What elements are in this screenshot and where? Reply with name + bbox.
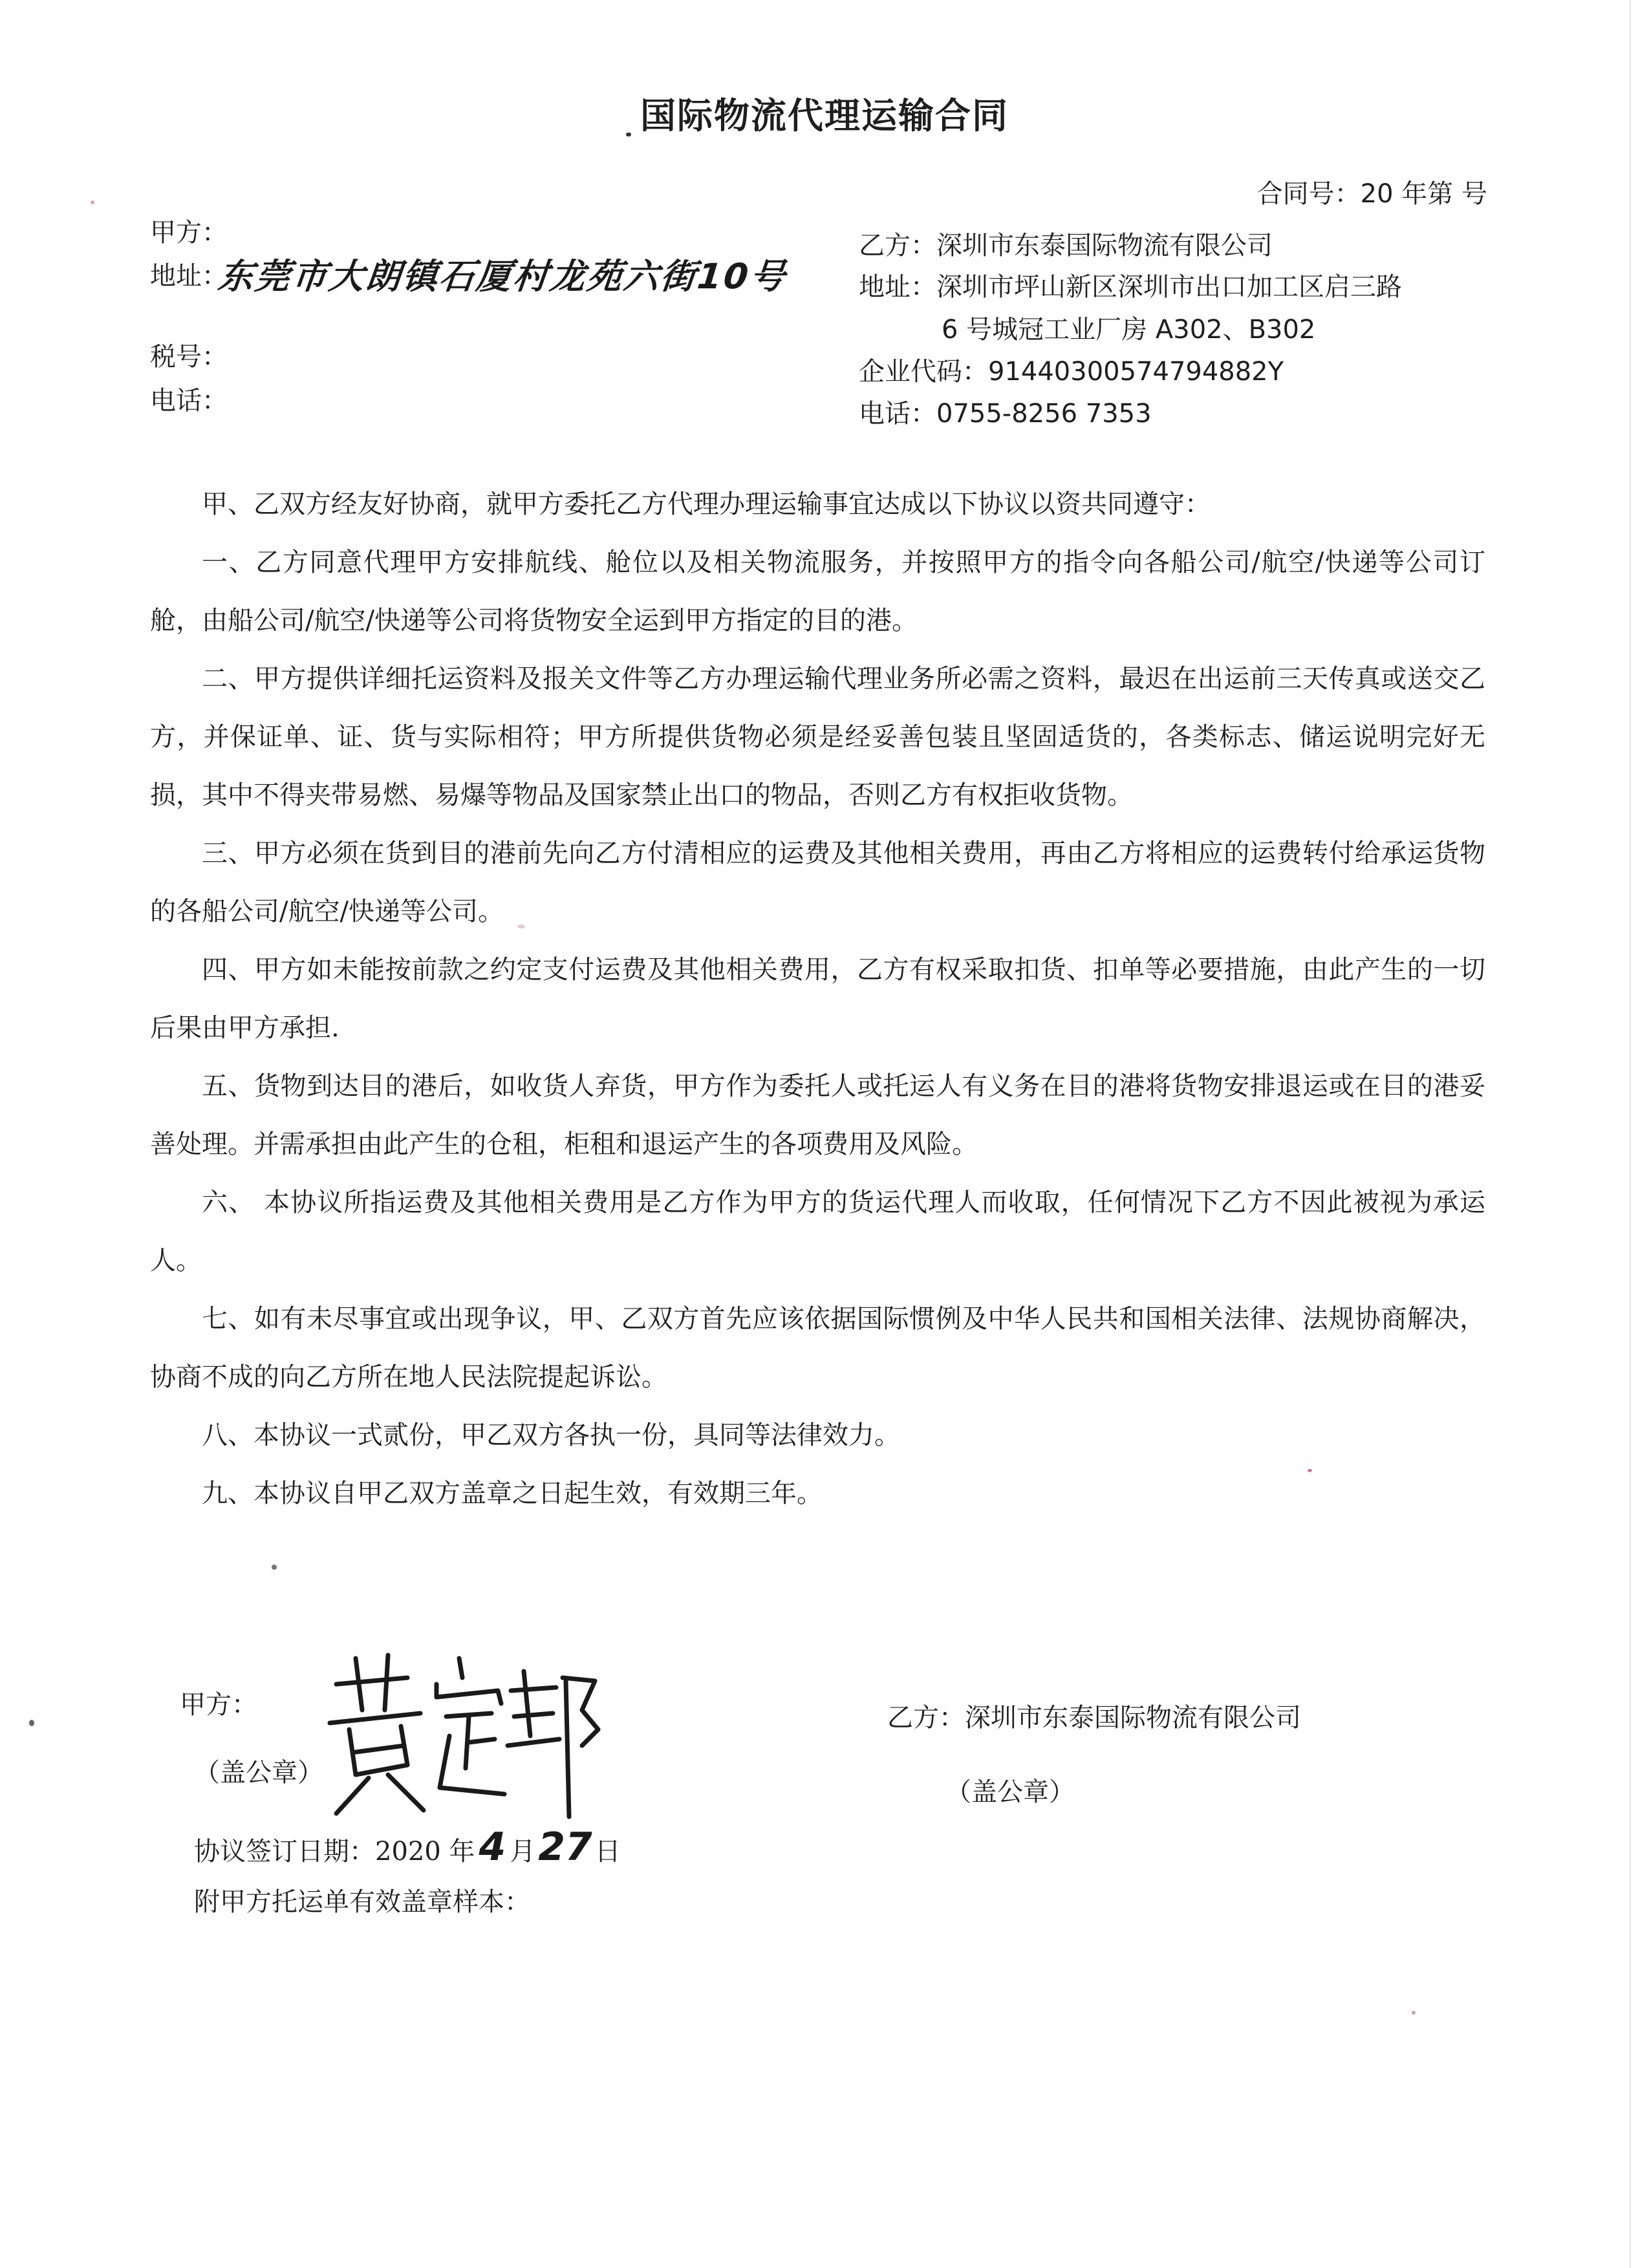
clause-3: 三、甲方必须在货到目的港前先向乙方付清相应的运费及其他相关费用，再由乙方将相应的运费转付给承运货物的各船公司/航空/快递等公司。 [150, 839, 1485, 926]
scan-speck [1412, 2011, 1416, 2015]
clause-4: 四、甲方如未能按前款之约定支付运费及其他相关费用，乙方有权采取扣货、扣单等必要措施，由此产生的一切后果由甲方承担. [150, 955, 1485, 1043]
party-b-enterprise-code: 企业代码：91440300574794882Y [859, 357, 1284, 387]
attachment-note: 附甲方托运单有效盖章样本： [194, 1887, 530, 1917]
party-a-address-label: 地址： [150, 261, 228, 291]
signing-date [194, 1824, 621, 1870]
clause-5: 五、货物到达目的港后，如收货人弃货，甲方作为委托人或托运人有义务在目的港将货物安排退运或在目的港妥善处理。并需承担由此产生的仓租，柜租和退运产生的各项费用及风险。 [150, 1071, 1485, 1159]
scan-speck [1308, 1469, 1312, 1472]
scan-speck [91, 200, 94, 204]
signing-date-month-unit: 月 [510, 1837, 536, 1867]
clause-9: 九、本协议自甲乙双方盖章之日起生效，有效期三年。 [202, 1479, 823, 1508]
party-b-phone: 电话：0755-8256 7353 [859, 399, 1152, 429]
intro-paragraph: 甲、乙双方经友好协商，就甲方委托乙方代理办理运输事宜达成以下协议以资共同遵守： [202, 489, 1211, 519]
party-b-address-line1: 地址：深圳市坪山新区深圳市出口加工区启三路 [859, 272, 1402, 302]
sign-party-a-label: 甲方： [180, 1690, 257, 1720]
scan-speck [272, 1565, 277, 1570]
party-b-address-line2: 6 号城冠工业厂房 A302、B302 [942, 315, 1316, 345]
signing-date-day: 27 [538, 1824, 592, 1870]
party-a-phone-label: 电话： [150, 386, 228, 416]
clause-8: 八、本协议一式贰份，甲乙双方各执一份，具同等法律效力。 [202, 1420, 900, 1450]
party-a-seal-note: （盖公章） [194, 1758, 323, 1788]
party-b-name: 乙方：深圳市东泰国际物流有限公司 [859, 231, 1273, 261]
party-b-seal-note: （盖公章） [945, 1777, 1075, 1807]
contract-body [150, 475, 1485, 1523]
scan-speck [517, 925, 525, 928]
signing-date-day-unit: 日 [594, 1837, 621, 1867]
party-a-address-handwritten: 东莞市大朗镇石厦村龙苑六街10号 [216, 256, 790, 297]
contract-number: 合同号：20 年第 号 [1256, 179, 1487, 209]
clause-6: 六、 本协议所指运费及其他相关费用是乙方作为甲方的货运代理人而收取，任何情况下乙方不因此被视为承运人。 [150, 1188, 1485, 1276]
clause-1: 一、乙方同意代理甲方安排航线、舱位以及相关物流服务，并按照甲方的指令向各船公司/航空/快递等公司订舱，由船公司/航空/快递等公司将货物安全运到甲方指定的目的港。 [150, 548, 1485, 636]
scan-speck [29, 1720, 34, 1726]
party-a-signature [310, 1632, 608, 1826]
clause-7: 七、如有未尽事宜或出现争议，甲、乙双方首先应该依据国际惯例及中华人民共和国相关法律、法规协商解决，协商不成的向乙方所在地人民法院提起诉讼。 [150, 1304, 1485, 1392]
sign-party-b-label: 乙方：深圳市东泰国际物流有限公司 [887, 1703, 1301, 1733]
signing-date-month: 4 [479, 1824, 506, 1870]
document-title: 国际物流代理运输合同 [640, 94, 1009, 136]
clause-2: 二、甲方提供详细托运资料及报关文件等乙方办理运输代理业务所必需之资料，最迟在出运前三天传真或送交乙方，并保证单、证、货与实际相符；甲方所提供货物必须是经妥善包装且坚固适货的，各类标志、储运说明完好无损，其中不得夹带易燃、易爆等物品及国家禁止出口的物品，否则乙方有权拒收货物。 [150, 664, 1485, 810]
scan-edge-line [1630, 0, 1631, 2268]
party-a-tax-label: 税号： [150, 342, 228, 372]
title-dot [626, 133, 631, 136]
party-a-label: 甲方： [150, 218, 228, 248]
signing-date-prefix: 协议签订日期：2020 年 [194, 1837, 475, 1867]
